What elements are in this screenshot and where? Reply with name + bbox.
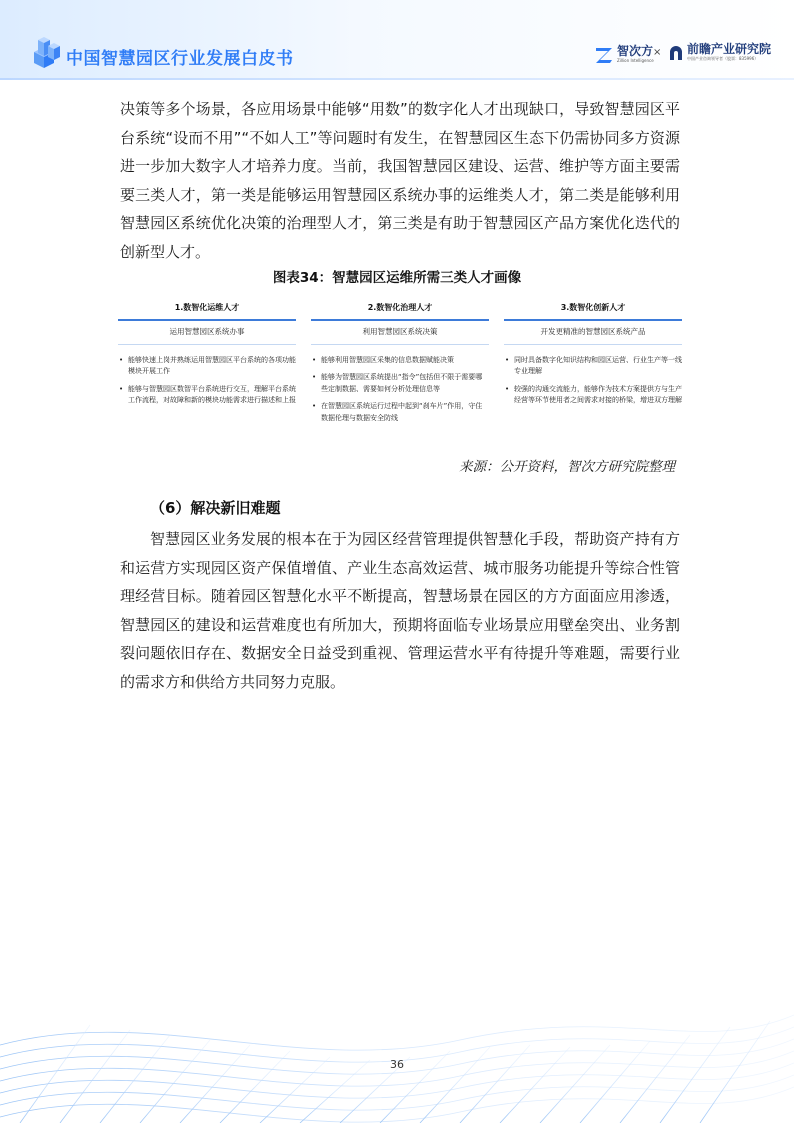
column-rule <box>118 319 296 321</box>
bullet-text: 能够利用智慧园区采集的信息数据赋能决策 <box>321 355 454 364</box>
bullet-item <box>504 384 682 407</box>
brand-separator: × <box>653 47 662 58</box>
figure-source: 来源：公开资料，智次方研究院整理 <box>459 459 675 475</box>
column-subtitle: 开发更精准的智慧园区系统产品 <box>540 326 646 336</box>
bullet-dot-icon: • <box>119 384 124 393</box>
buildings-logo-icon <box>30 30 62 70</box>
column-title: 2.数智化治理人才 <box>367 303 433 312</box>
bullet-item <box>311 372 489 395</box>
column-separator <box>504 344 682 345</box>
brand2-name: 前瞻产业研究院 <box>687 42 772 56</box>
document-title: 中国智慧园区行业发展白皮书 <box>66 49 294 69</box>
bullet-text: 较强的沟通交流能力，能够作为技术方案提供方与生产经营等环节使用者之间需求对接的桥梁，增进双方理解 <box>514 384 682 404</box>
column-separator <box>311 344 489 345</box>
body-paragraph-2: 智慧园区业务发展的根本在于为园区经营管理提供智慧化手段，帮助资产持有方和运营方实现园区资产保值增值、产业生态高效运营、城市服务功能提升等综合性管理经营目标。随着园区智慧化水平不断提高，智慧场景在园区的方方面面应用渗透，智慧园区的建设和运营难度也有所加大，预期将面临专业场景应用壁垒突出、业务割裂问题依旧存在、数据安全日益受到重视、管理运营水平有待提升等难题，需要行业的需求方和供给方共同努力克服。 <box>120 530 680 691</box>
bullet-dot-icon: • <box>505 384 510 393</box>
footer-wave-decoration <box>0 985 794 1123</box>
qianzhan-logo-icon <box>667 44 685 62</box>
bullet-dot-icon: • <box>312 402 317 410</box>
bullet-dot-icon: • <box>312 373 317 381</box>
bullet-item <box>118 355 296 378</box>
column-title: 1.数智化运维人才 <box>174 303 240 312</box>
talent-column-2 <box>311 302 489 430</box>
talent-column-3 <box>504 302 682 413</box>
body-paragraph-1: 决策等多个场景，各应用场景中能够“用数”的数字化人才出现缺口，导致智慧园区平台系统“设而不用”“不如人工”等问题时有发生，在智慧园区生态下仍需协同多方资源进一步加大数字人才培养力度。当前，我国智慧园区建设、运营、维护等方面主要需要三类人才，第一类是能够运用智慧园区系统办事的运维类人才，第二类是能够利用智慧园区系统优化决策的治理型人才，第三类是有助于智慧园区产品方案优化迭代的创新型人才。 <box>120 100 680 261</box>
bullet-list <box>311 355 489 425</box>
section-heading: （6）解决新旧难题 <box>150 499 281 517</box>
page-header <box>0 0 794 80</box>
talent-columns <box>118 302 682 442</box>
zillion-logo-icon <box>594 44 614 64</box>
column-title: 3.数智化创新人才 <box>560 303 626 312</box>
column-rule <box>504 319 682 321</box>
brand1-subtitle: Zillion Intelligence <box>617 57 654 63</box>
column-separator <box>118 344 296 345</box>
bullet-text: 能够快速上岗并熟练运用智慧园区平台系统的各项功能模块开展工作 <box>128 355 296 375</box>
bullet-item <box>504 355 682 378</box>
qianzhan-brand <box>667 43 771 62</box>
bullet-text: 能够为智慧园区系统提出“指令”包括但不限于需要哪些定制数据、需要如何分析处理信息等 <box>321 373 483 393</box>
page-number: 36 <box>390 1058 404 1071</box>
bullet-dot-icon: • <box>119 355 124 364</box>
talent-column-1 <box>118 302 296 413</box>
bullet-text: 能够与智慧园区数智平台系统进行交互，理解平台系统工作流程，对故障和新的模块功能需求进行描述和上报 <box>128 384 296 404</box>
figure-title: 图表34：智慧园区运维所需三类人才画像 <box>272 270 522 286</box>
bullet-list <box>118 355 296 407</box>
zillion-brand <box>594 44 654 64</box>
column-subtitle: 运用智慧园区系统办事 <box>169 326 245 336</box>
bullet-text: 同时具备数字化知识结构和园区运营、行业生产等一线专业理解 <box>514 355 682 375</box>
bullet-dot-icon: • <box>505 355 510 364</box>
bullet-item <box>118 384 296 407</box>
bullet-list <box>504 355 682 407</box>
bullet-item <box>311 401 489 424</box>
brand2-subtitle: 中国产业咨询领导者（股票：835996） <box>687 56 759 61</box>
header-divider <box>0 78 794 80</box>
bullet-item <box>311 355 489 367</box>
column-subtitle: 利用智慧园区系统决策 <box>362 326 438 336</box>
bullet-dot-icon: • <box>312 355 317 364</box>
brand1-name: 智次方 <box>617 43 654 58</box>
column-rule <box>311 319 489 321</box>
bullet-text: 在智慧园区系统运行过程中起到“刹车片”作用，守住数据伦理与数据安全防线 <box>321 402 483 422</box>
